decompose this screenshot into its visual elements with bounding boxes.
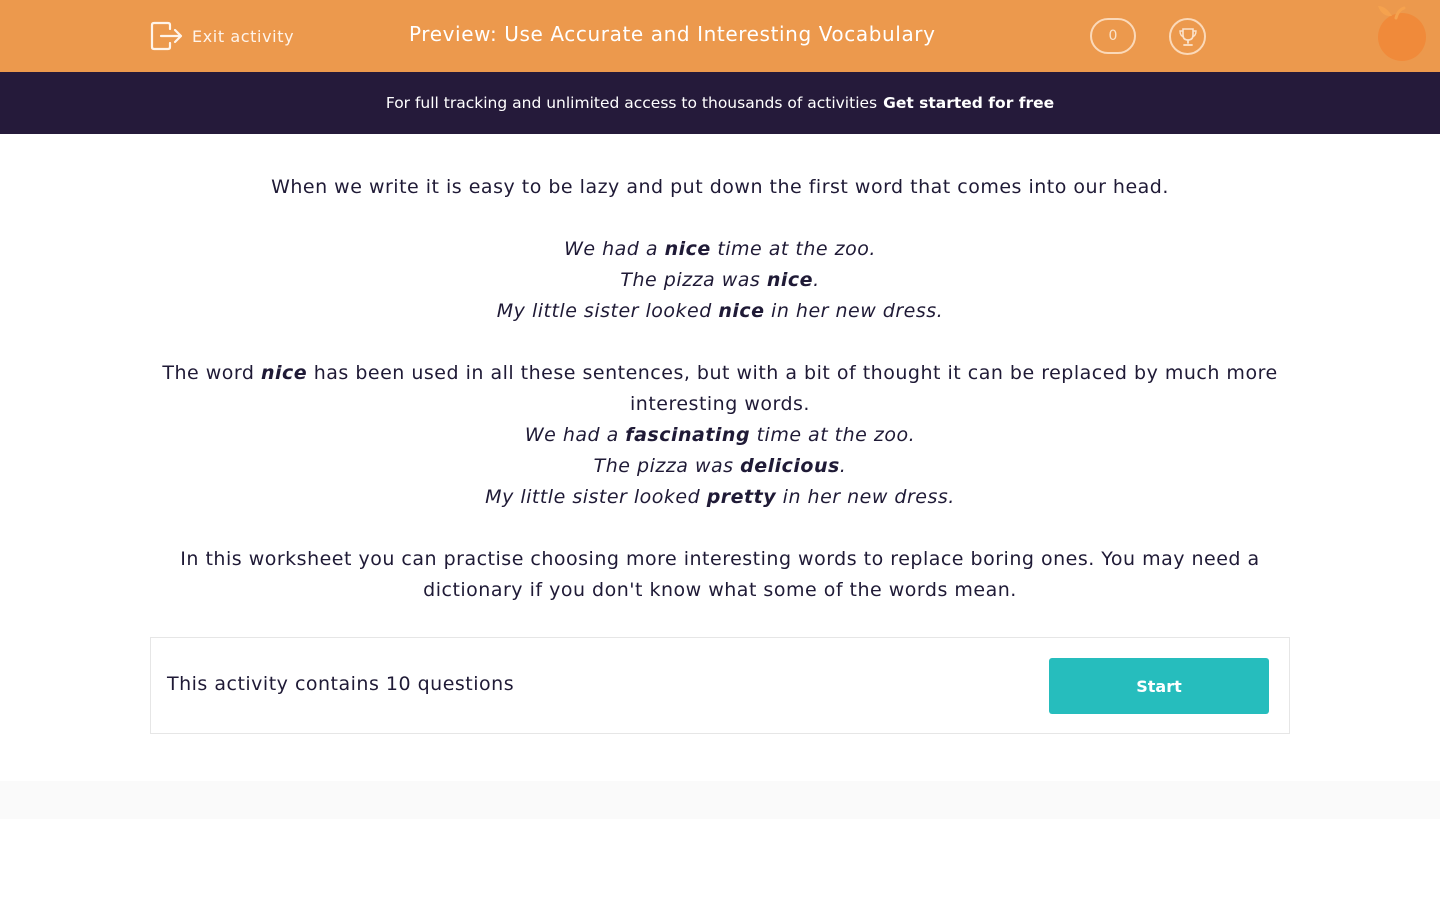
start-button[interactable]: Start [1049, 658, 1269, 714]
intro-paragraph-3: In this worksheet you can practise choosing more interesting words to replace boring ones. You may need a dictionary if you don't know what some of the words mean. [180, 548, 1260, 601]
score-badge: 0 [1090, 18, 1136, 54]
trophy-button[interactable] [1169, 18, 1206, 55]
signup-banner [0, 72, 1440, 134]
highlighted-word: nice [664, 238, 711, 260]
example-sentence: My little sister looked nice in her new dress. [496, 300, 944, 322]
example-sentence: We had a fascinating time at the zoo. [524, 424, 916, 446]
exit-activity-label: Exit activity [192, 26, 295, 46]
intro-paragraph-2: The word nice has been used in all these sentences, but with a bit of thought it can be replaced by much more interesting words. [162, 362, 1278, 415]
intro-content [150, 172, 1290, 606]
top-bar [0, 0, 1440, 72]
page-title: Preview: Use Accurate and Interesting Vocabulary [409, 22, 936, 46]
highlighted-word: fascinating [625, 424, 751, 446]
exit-icon [150, 21, 184, 51]
intro-paragraph-1: When we write it is easy to be lazy and put down the first word that comes into our head. [271, 176, 1169, 198]
question-count-text: This activity contains 10 questions [167, 673, 515, 695]
highlighted-word: nice [718, 300, 765, 322]
orange-logo-icon [1372, 4, 1432, 64]
activity-card [150, 637, 1290, 734]
highlighted-word: nice [766, 269, 814, 291]
example-sentence: My little sister looked pretty in her new dress. [485, 486, 955, 508]
footer-strip [0, 781, 1440, 819]
highlighted-word: delicious [740, 455, 840, 477]
highlighted-word: nice [260, 362, 308, 384]
trophy-icon [1177, 26, 1199, 48]
example-sentence: We had a nice time at the zoo. [564, 238, 876, 260]
highlighted-word: pretty [706, 486, 777, 508]
get-started-link[interactable]: Get started for free [883, 94, 1055, 112]
example-sentence: The pizza was nice. [620, 269, 820, 291]
banner-text: For full tracking and unlimited access to thousands of activities [385, 94, 878, 112]
example-sentence: The pizza was delicious. [593, 455, 847, 477]
exit-activity-button[interactable] [150, 20, 294, 52]
